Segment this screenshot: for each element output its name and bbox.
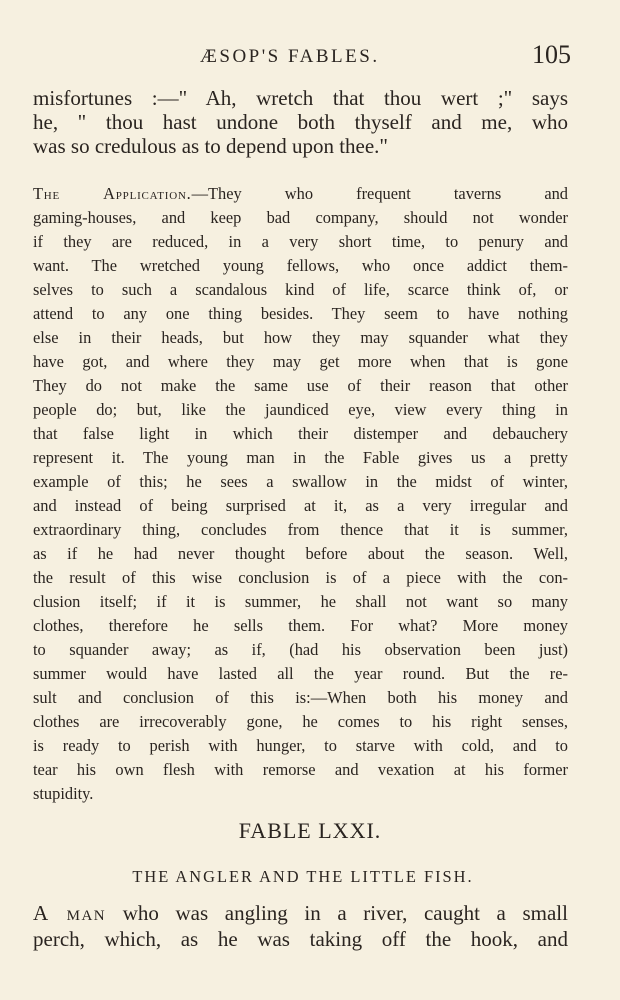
fable-opening-caps: A man [33,901,107,925]
text-line: misfortunes :—" Ah, wretch that thou wert ;" says [33,86,568,110]
text-line: he, " thou hast undone both thyself and me, who [33,110,568,134]
text-line: tear his own flesh with remorse and vexation at his former [33,760,568,779]
text-line: clothes are irrecoverably gone, he comes to his right senses, [33,712,568,731]
fable-heading: FABLE LXXI. [238,818,382,843]
text-line: to squander away; as if, (had his observation been just) [33,640,568,659]
page-number: 105 [532,40,571,69]
text-line: want. The wretched young fellows, who once addict them- [33,256,568,275]
text-line: stupidity. [33,784,94,803]
page-header [0,36,620,76]
text-line: if they are reduced, in a very short time, to penury and [33,232,568,251]
fable-first-line: who was angling in a river, caught a small [106,901,568,925]
text-line: They do not make the same use of their reason that other [33,376,568,395]
text-line: clusion itself; if it is summer, he shall not want so many [33,592,568,611]
text-line: clothes, therefore he sells them. For what? More money [33,616,568,635]
text-line: have got, and where they may get more when that is gone [33,352,568,371]
text-line: and instead of being surprised at it, as a very irregular and [33,496,568,515]
text-line: gaming-houses, and keep bad company, should not wonder [33,208,568,227]
fable-body [33,900,568,952]
text-line: attend to any one thing besides. They seem to have nothing [33,304,568,323]
previous-fable-ending [33,86,568,158]
application-section [33,182,568,806]
text-line: people do; but, like the jaundiced eye, view every thing in [33,400,568,419]
text-line: perch, which, as he was taking off the hook, and [33,927,568,951]
text-line: as if he had never thought before about the season. Well, [33,544,568,563]
application-heading: The Application. [33,184,192,203]
running-title: ÆSOP'S FABLES. [200,46,380,67]
text-line: the result of this wise conclusion is of a piece with the con- [33,568,568,587]
application-first-line: —They who frequent taverns and [191,184,568,203]
text-line: that false light in which their distemper and debauchery [33,424,568,443]
text-line: sult and conclusion of this is:—When both his money and [33,688,568,707]
text-line: else in their heads, but how they may squander what they [33,328,568,347]
fable-subtitle: THE ANGLER AND THE LITTLE FISH. [132,867,474,886]
text-line: represent it. The young man in the Fable gives us a pretty [33,448,568,467]
text-line: selves to such a scandalous kind of life, scarce think of, or [33,280,568,299]
text-line: example of this; he sees a swallow in the midst of winter, [33,472,568,491]
text-line: summer would have lasted all the year round. But the re- [33,664,568,683]
text-line [33,900,568,926]
text-line: was so credulous as to depend upon thee." [33,134,388,158]
text-line [33,182,568,206]
text-line: is ready to perish with hunger, to starve with cold, and to [33,736,568,755]
text-line: extraordinary thing, concludes from thence that it is summer, [33,520,568,539]
